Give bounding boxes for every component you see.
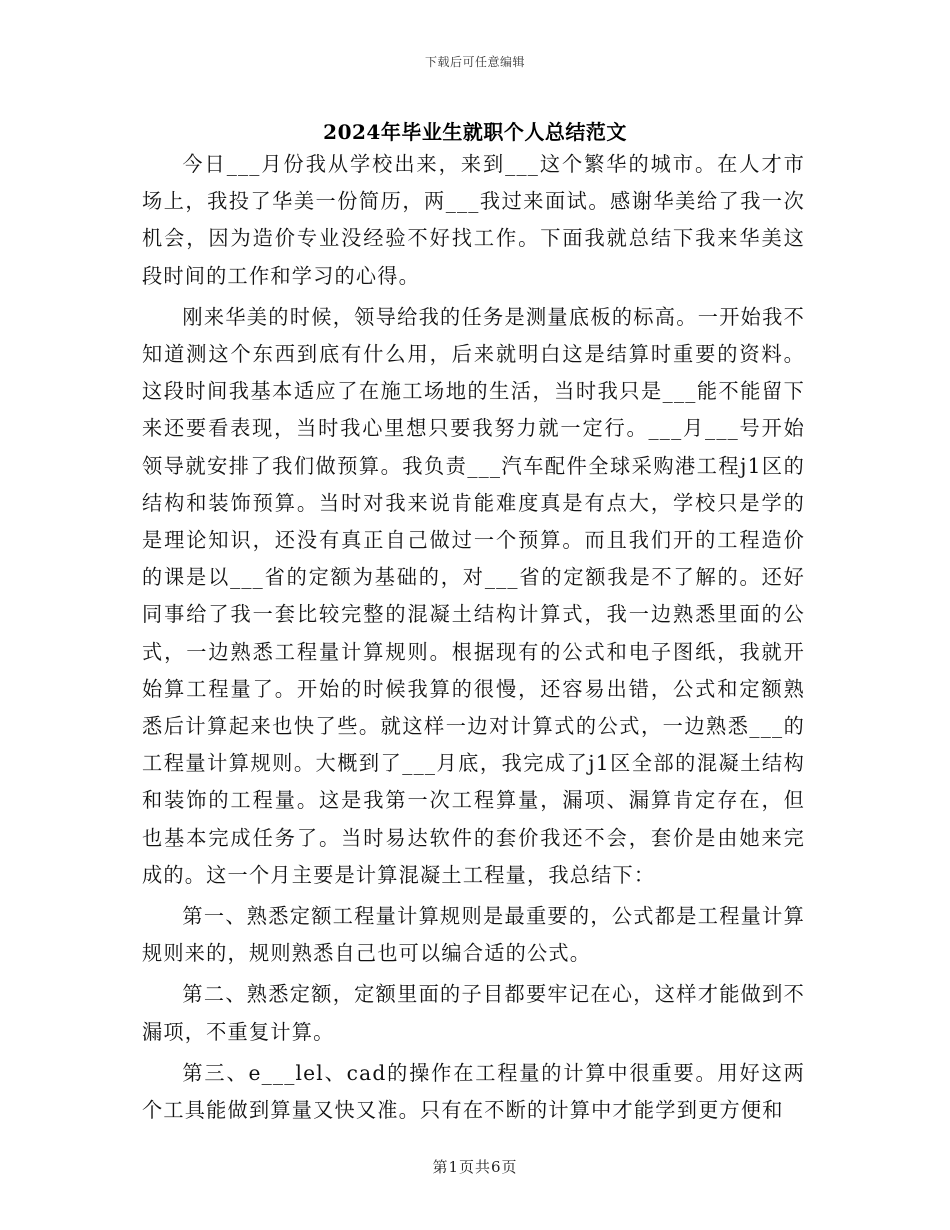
document-title: 2024年毕业生就职个人总结范文: [323, 120, 627, 144]
document-body: [142, 146, 805, 1133]
page-number-footer: 第1页共6页: [432, 1158, 518, 1176]
paragraph-work-experience: 刚来华美的时候，领导给我的任务是测量底板的标高。一开始我不知道测这个东西到底有什么用，后来就明白这是结算时重要的资料。这段时间我基本适应了在施工场地的生活，当时我只是___能不能留下来还要看表现，当时我心里想只要我努力就一定行。___月___号开始领导就安排了我们做预算。我负责___汽车配件全球采购港工程j1区的结构和装饰预算。当时对我来说肯能难度真是有点大，学校只是学的是理论知识，还没有真正自己做过一个预算。而且我们开的工程造价的课是以___省的定额为基础的，对___省的定额我是不了解的。还好同事给了我一套比较完整的混凝土结构计算式，我一边熟悉里面的公式，一边熟悉工程量计算规则。根据现有的公式和电子图纸，我就开始算工程量了。开始的时候我算的很慢，还容易出错，公式和定额熟悉后计算起来也快了些。就这样一边对计算式的公式，一边熟悉___的工程量计算规则。大概到了___月底，我完成了j1区全部的混凝土结构和装饰的工程量。这是我第一次工程算量，漏项、漏算肯定存在，但也基本完成任务了。当时易达软件的套价我还不会，套价是由她来完成的。这一个月主要是计算混凝土工程量，我总结下：: [142, 304, 805, 887]
paragraph-intro: 今日___月份我从学校出来，来到___这个繁华的城市。在人才市场上，我投了华美一份简历，两___我过来面试。感谢华美给了我一次机会，因为造价专业没经验不好找工作。下面我就总结下我来华美这段时间的工作和学习的心得。: [142, 152, 805, 288]
paragraph-summary-point-3: 第三、e___lel、cad的操作在工程量的计算中很重要。用好这两个工具能做到算量又快又准。只有在不断的计算中才能学到更方便和: [142, 1060, 805, 1123]
page-header-note: 下载后可任意编辑: [424, 55, 525, 69]
paragraph-summary-point-1: 第一、熟悉定额工程量计算规则是最重要的，公式都是工程量计算规则来的，规则熟悉自己也可以编合适的公式。: [142, 904, 805, 966]
paragraph-summary-point-2: 第二、熟悉定额，定额里面的子目都要牢记在心，这样才能做到不漏项，不重复计算。: [142, 982, 805, 1044]
